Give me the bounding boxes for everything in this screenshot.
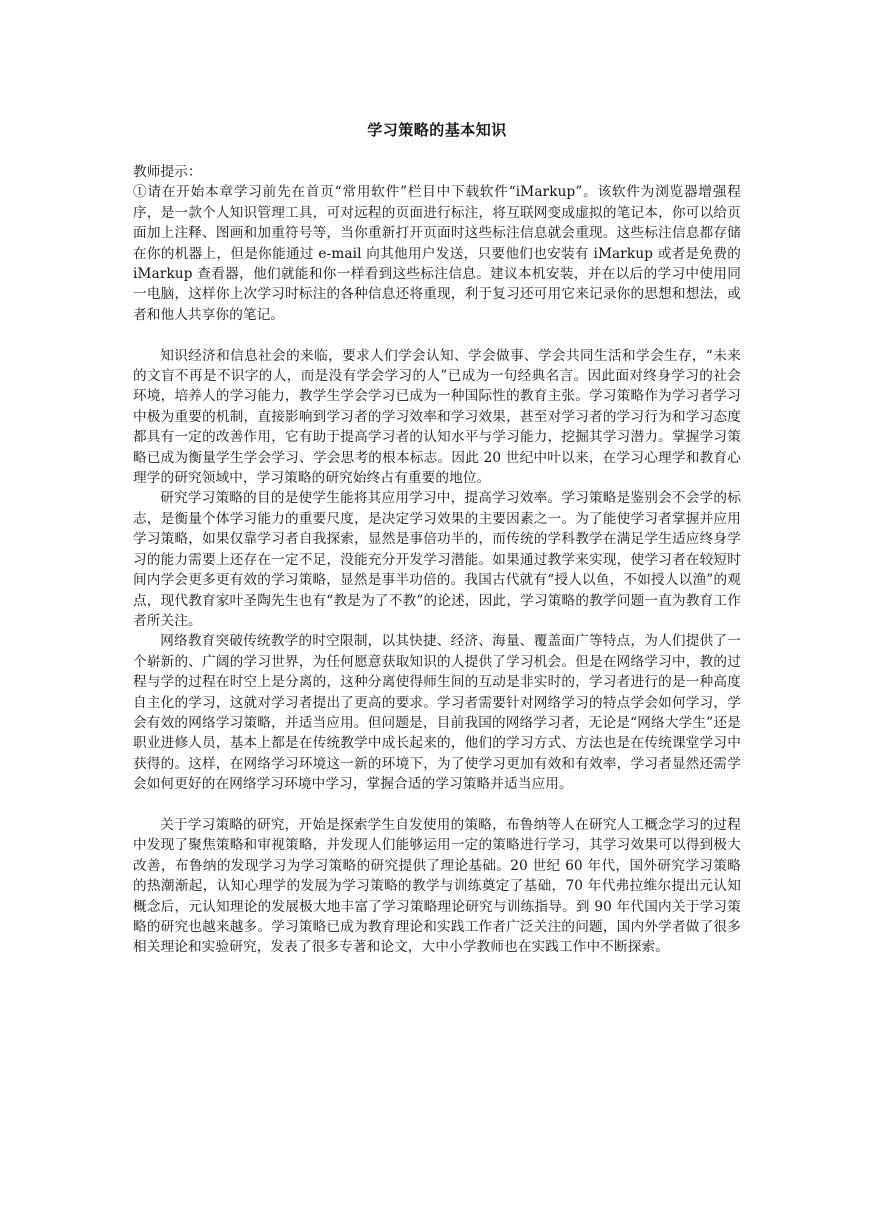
body-paragraph-2: 研究学习策略的目的是使学生能将其应用学习中，提高学习效率。学习策略是鉴别会不会学的标志，是衡量个体学习能力的重要尺度，是决定学习效果的主要因素之一。为了能使学习者掌握并应用学习策略，如果仅靠学习者自我探索，显然是事倍功半的，而传统的学科教学在满足学生适应终身学习的能力需要上还存在一定不足，没能充分开发学习潜能。如果通过教学来实现，使学习者在较短时间内学会更多更有效的学习策略，显然是事半功倍的。我国古代就有“授人以鱼，不如授人以渔”的观点，现代教育家叶圣陶先生也有“教是为了不教”的论述，因此，学习策略的教学问题一直为教育工作者所关注。 [133, 490, 741, 629]
teacher-hint-text: ①请在开始本章学习前先在首页“常用软件”栏目中下载软件“iMarkup”。该软件为浏览器增强程序，是一款个人知识管理工具，可对远程的页面进行标注，将互联网变成虚拟的笔记本，你可以给页面加上注释、图画和加重符号等，当你重新打开页面时这些标注信息就会重现。这些标注信息都存储在你的机器上，但是你能通过 e-mail 向其他用户发送，只要他们也安装有 iMarkup 或者是免费的 iMarkup 查看器，他们就能和你一样看到这些标注信息。建议本机安装，并在以后的学习中使用同一电脑，这样你上次学习时标注的各种信息还将重现，利于复习还可用它来记录你的思想和想法，或者和他人共享你的笔记。 [133, 184, 741, 323]
paragraph-spacer [133, 325, 741, 345]
body-paragraph-3: 网络教育突破传统教学的时空限制，以其快捷、经济、海量、覆盖面广等特点，为人们提供了一个崭新的、广阔的学习世界，为任何愿意获取知识的人提供了学习机会。但是在网络学习中，教的过程与学的过程在时空上是分离的，这种分离使得师生间的互动是非实时的，学习者进行的是一种高度自主化的学习，这就对学习者提出了更高的要求。学习者需要针对网络学习的特点学会如何学习，学会有效的网络学习策略，并适当应用。但问题是，目前我国的网络学习者，无论是“网络大学生”还是职业进修人员，基本上都是在传统教学中成长起来的，他们的学习方式、方法也是在传统课堂学习中获得的。这样，在网络学习环境这一新的环境下，为了使学习更加有效和有效率，学习者显然还需学会如何更好的在网络学习环境中学习，掌握合适的学习策略并适当应用。 [133, 633, 741, 793]
document-page [133, 120, 741, 958]
body-paragraph-4: 关于学习策略的研究，开始是探索学生自发使用的策略，布鲁纳等人在研究人工概念学习的过程中发现了聚焦策略和审视策略，并发现人们能够运用一定的策略进行学习，其学习效果可以得到极大改善，布鲁纳的发现学习为学习策略的研究提供了理论基础。20 世纪 60 年代，国外研究学习策略的热潮渐起，认知心理学的发展为学习策略的教学与训练奠定了基础，70 年代弗拉维尔提出元认知概念后，元认知理论的发展极大地丰富了学习策略理论研究与训练指导。到 90 年代国内关于学习策略的研究也越来越多。学习策略已成为教育理论和实践工作者广泛关注的问题，国内外学者做了很多相关理论和实验研究，发表了很多专著和论文，大中小学教师也在实践工作中不断探索。 [133, 816, 741, 956]
body-paragraph-1: 知识经济和信息社会的来临，要求人们学会认知、学会做事、学会共同生活和学会生存，“未来的文盲不再是不识字的人，而是没有学会学习的人”已成为一句经典名言。因此面对终身学习的社会环境，培养人的学习能力，教学生学会学习已成为一种国际性的教育主张。学习策略作为学习者学习中极为重要的机制，直接影响到学习者的学习效率和学习效果，甚至对学习者的学习行为和学习态度都具有一定的改善作用，它有助于提高学习者的认知水平与学习能力，挖掘其学习潜力。掌握学习策略已成为衡量学生学会学习、学会思考的根本标志。因此 20 世纪中叶以来，在学习心理学和教育心理学的研究领域中，学习策略的研究始终占有重要的地位。 [133, 347, 741, 487]
paragraph-spacer [133, 795, 741, 815]
teacher-hint-label: 教师提示： [133, 164, 202, 180]
document-title: 学习策略的基本知识 [367, 121, 507, 139]
